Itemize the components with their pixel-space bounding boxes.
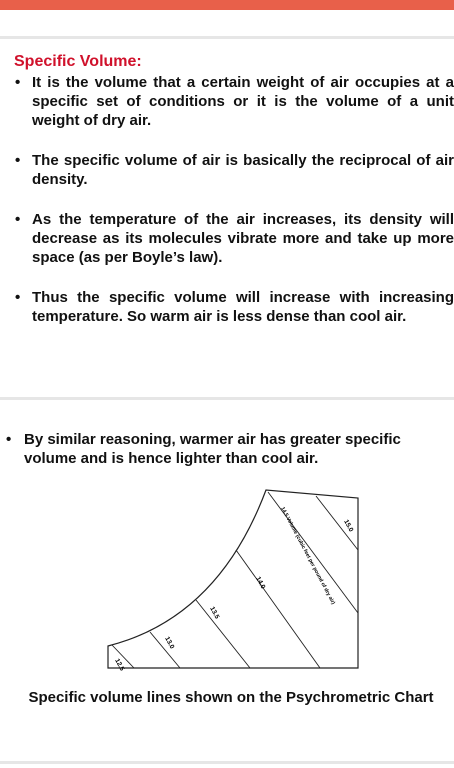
bullet-item: • As the temperature of the air increases, its density will decrease as its molecules vibrate more and take up more space (as per Boyle’s law). xyxy=(14,210,454,267)
volume-label: 13.5 xyxy=(208,605,221,621)
volume-label: 14.0 xyxy=(254,575,267,591)
bullet-item: • By similar reasoning, warmer air has greater specific volume and is hence lighter than cool air. xyxy=(6,430,454,468)
bullet-item: • Thus the specific volume will increase with increasing temperature. So warm air is less dense than cool air. xyxy=(14,288,454,326)
bullet-list xyxy=(14,73,454,347)
slide-separator xyxy=(0,397,454,400)
slide-title: Specific Volume: xyxy=(14,53,142,70)
slide-separator xyxy=(0,36,454,39)
bullet-item: • The specific volume of air is basically the reciprocal of air density. xyxy=(14,151,454,189)
volume-label: 13.0 xyxy=(163,635,176,651)
volume-line xyxy=(196,600,250,668)
volume-label: 15.0 xyxy=(342,518,355,534)
top-accent-bar xyxy=(0,0,454,10)
volume-label: 12.5 xyxy=(113,657,126,673)
axis-label: 14.5 Volume (cubic feet per pound of dry air) xyxy=(279,506,336,606)
chart-caption: Specific volume lines shown on the Psychrometric Chart xyxy=(28,689,434,706)
slide-separator xyxy=(0,761,454,764)
volume-line xyxy=(236,550,320,668)
bullet-list xyxy=(6,430,454,468)
bullet-item: • It is the volume that a certain weight of air occupies at a specific set of conditions or it is the volume of a unit weight of dry air. xyxy=(14,73,454,130)
psychrometric-chart xyxy=(98,488,368,673)
